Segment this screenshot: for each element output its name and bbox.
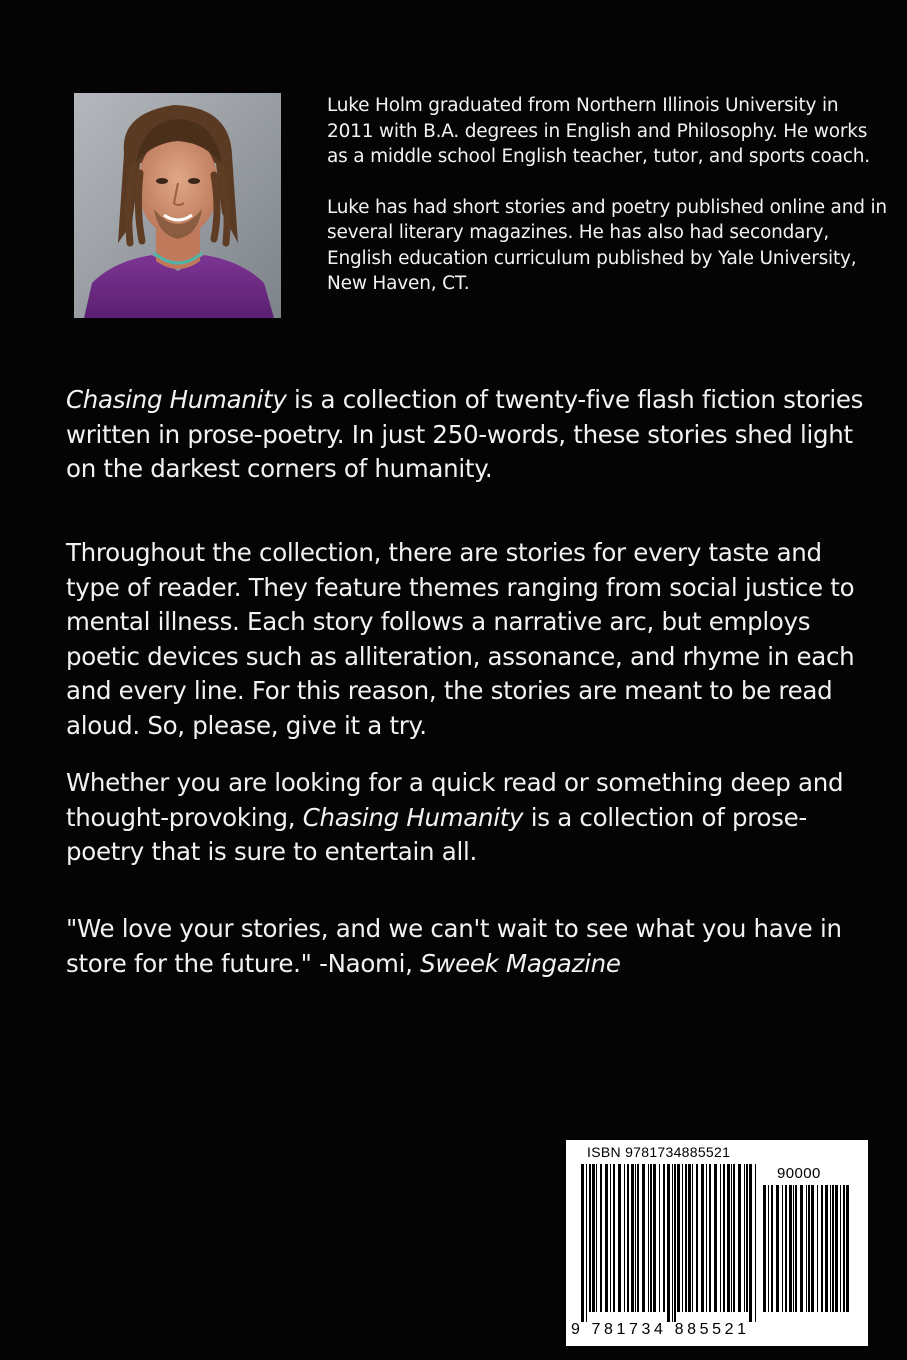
barcode-bar (795, 1185, 797, 1312)
barcode-bar (685, 1164, 687, 1312)
barcode-bar (817, 1185, 818, 1312)
barcode-bar (840, 1185, 841, 1312)
barcode-bar (627, 1164, 629, 1312)
barcode-bar (731, 1164, 732, 1312)
quote-text: "We love your stories, and we can't wait to see what you have in store for the future." -Naomi, (66, 914, 842, 978)
bio-paragraph: Luke has had short stories and poetry published online and in several literary magazines. He has also had secondary, English education curriculum published by Yale University, New Haven, CT. (327, 196, 887, 294)
barcode-bar (586, 1164, 587, 1322)
barcode-bar (811, 1185, 814, 1312)
ean-barcode-bars (581, 1164, 759, 1322)
bio-paragraph: Luke Holm graduated from Northern Illinois University in 2011 with B.A. degrees in English and Philosophy. He works as a middle school English teacher, tutor, and sports coach. (327, 95, 870, 167)
barcode-bar (768, 1185, 769, 1312)
barcode-bar (832, 1185, 834, 1312)
isbn-label: ISBN 9781734885521 (587, 1144, 731, 1160)
book-title: Chasing Humanity (302, 802, 524, 832)
barcode-bar (682, 1164, 683, 1312)
barcode-bar (650, 1164, 652, 1312)
barcode-bar (631, 1164, 634, 1312)
barcode-bar (592, 1164, 595, 1312)
barcode-bar (846, 1185, 849, 1312)
blurb-paragraph-intro (66, 383, 866, 487)
barcode-bar (808, 1185, 810, 1312)
barcode-bar (825, 1185, 828, 1312)
barcode-bar (701, 1164, 704, 1312)
barcode-bar (642, 1164, 645, 1312)
barcode-bar (610, 1164, 611, 1312)
author-photo (74, 93, 281, 318)
addon-barcode-bars (763, 1185, 851, 1322)
barcode-bar (677, 1164, 680, 1312)
barcode-bar (749, 1164, 752, 1322)
blurb-text: is a collection of twenty-five flash fiction stories written in prose-poetry. In just 250-words, these stories shed light on the darkest corners of humanity. (66, 385, 864, 483)
barcode-bar (771, 1185, 773, 1312)
barcode-bar (733, 1164, 735, 1312)
barcode-bar (785, 1185, 787, 1312)
barcode-bar (709, 1164, 711, 1312)
barcode-bar (763, 1185, 766, 1312)
barcode-bar (696, 1164, 698, 1312)
barcode-bar (659, 1164, 660, 1312)
quote-source: Sweek Magazine (420, 948, 621, 978)
barcode-bar (782, 1185, 783, 1312)
blurb-paragraph-themes: Throughout the collection, there are stories for every taste and type of reader. They feature themes ranging from social justice to mental illness. Each story follows a narrative arc, but employs poetic devices such as alliteration, assonance, and rhyme in each and every line. For this reason, the stories are meant to be read aloud. So, please, give it a try. (66, 538, 855, 740)
barcode-bar (806, 1185, 807, 1312)
barcode-bar (720, 1164, 721, 1312)
barcode-bar (635, 1164, 636, 1312)
barcode-bar (605, 1164, 608, 1312)
barcode-bar (789, 1185, 792, 1312)
barcode-bar (835, 1185, 838, 1312)
barcode-bar (843, 1185, 845, 1312)
barcode-bar (830, 1185, 831, 1312)
addon-digits: 90000 (777, 1165, 821, 1182)
review-quote (66, 912, 866, 981)
barcode-bar (600, 1164, 602, 1312)
barcode-bar (723, 1164, 725, 1312)
barcode-bar (692, 1164, 693, 1312)
barcode-bar (688, 1164, 691, 1312)
barcode-bar (667, 1164, 670, 1322)
barcode-bar (738, 1164, 741, 1312)
barcode-bar (674, 1164, 676, 1322)
barcode-bar (755, 1164, 756, 1322)
barcode-bar (800, 1185, 803, 1312)
barcode-bar (596, 1164, 597, 1312)
author-bio (327, 93, 887, 297)
author-portrait-image (74, 93, 281, 318)
barcode-bar (624, 1164, 625, 1312)
barcode-bar (653, 1164, 656, 1312)
barcode-bar (727, 1164, 730, 1312)
barcode-bar (746, 1164, 748, 1312)
barcode-bar (821, 1185, 823, 1312)
ean-digits: 9 781734 885521 (571, 1321, 750, 1338)
barcode-bar (776, 1185, 779, 1312)
barcode-bar (663, 1164, 665, 1312)
book-title: Chasing Humanity (66, 385, 287, 414)
barcode-bar (589, 1164, 591, 1312)
blurb-text: is a collection of prose-poetry that is sure to entertain all. (66, 802, 807, 866)
barcode-bar (648, 1164, 649, 1312)
barcode-bar (714, 1164, 717, 1312)
isbn-barcode (566, 1140, 868, 1346)
barcode-bar (637, 1164, 639, 1312)
blurb-paragraph-closing (66, 766, 866, 870)
barcode-bar (706, 1164, 707, 1312)
blurb-text: Whether you are looking for a quick read or something deep and thought-provoking, (66, 768, 844, 832)
barcode-bar (672, 1164, 673, 1322)
barcode-bar (581, 1164, 584, 1322)
barcode-bar (793, 1185, 794, 1312)
barcode-bar (744, 1164, 745, 1312)
barcode-bar (613, 1164, 615, 1312)
barcode-bar (618, 1164, 621, 1312)
